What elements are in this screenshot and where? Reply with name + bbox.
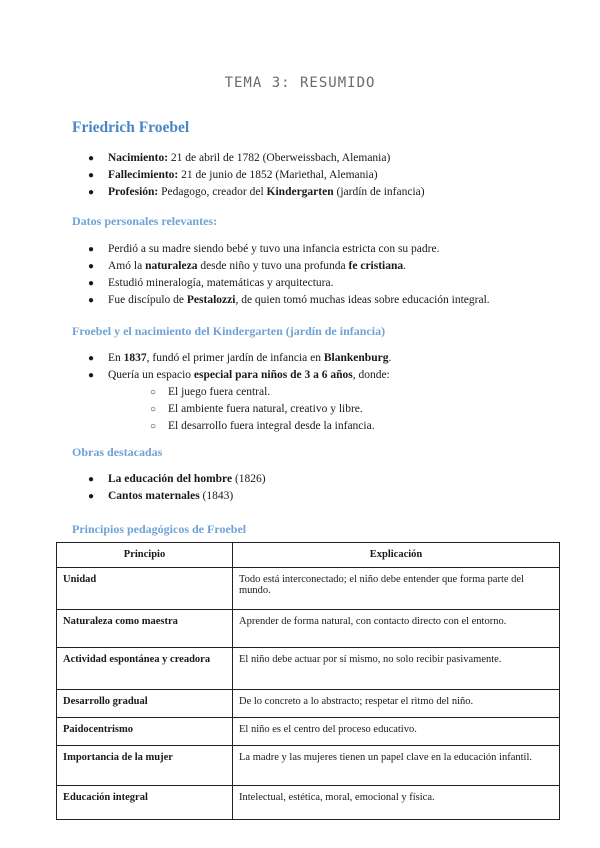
sub-list-item: ○ El desarrollo fuera integral desde la infancia. — [108, 418, 391, 435]
bullet-icon: ● — [88, 370, 95, 381]
principle-name: Naturaleza como maestra — [57, 610, 233, 648]
principle-name: Unidad — [57, 568, 233, 610]
principle-explanation: De lo concreto a lo abstracto; respetar el ritmo del niño. — [233, 690, 560, 718]
table-row — [57, 718, 560, 746]
section-heading-obras: Obras destacadas — [72, 445, 163, 459]
sub-list-item: ○ El ambiente fuera natural, creativo y libre. — [108, 401, 391, 418]
bullet-icon: ● — [88, 244, 95, 255]
section-heading-kindergarten: Froebel y el nacimiento del Kindergarten (jardín de infancia) — [72, 324, 386, 338]
datos-list — [72, 241, 490, 309]
list-item: ● Estudió mineralogía, matemáticas y arquitectura. — [72, 275, 490, 292]
principle-explanation: Intelectual, estética, moral, emocional y física. — [233, 786, 560, 820]
section-heading-principios: Principios pedagógicos de Froebel — [72, 522, 247, 536]
bullet-icon: ● — [88, 474, 95, 485]
bullet-icon: ● — [88, 187, 95, 198]
kindergarten-sublist — [108, 384, 391, 435]
hollow-bullet-icon: ○ — [150, 387, 157, 398]
column-header-principio: Principio — [57, 543, 233, 568]
principle-explanation: La madre y las mujeres tienen un papel clave en la educación infantil. — [233, 746, 560, 786]
sub-list-item: ○ El juego fuera central. — [108, 384, 391, 401]
bullet-icon: ● — [88, 278, 95, 289]
table-row — [57, 648, 560, 690]
table-row — [57, 568, 560, 610]
bullet-icon: ● — [88, 261, 95, 272]
bullet-icon: ● — [88, 295, 95, 306]
list-item: ● Profesión: Pedagogo, creador del Kindergarten (jardín de infancia) — [72, 184, 425, 201]
principle-explanation: El niño debe actuar por sí mismo, no solo recibir pasivamente. — [233, 648, 560, 690]
list-item: ● Amó la naturaleza desde niño y tuvo una profunda fe cristiana. — [72, 258, 490, 275]
table-row — [57, 690, 560, 718]
list-item: ● Nacimiento: 21 de abril de 1782 (Oberweissbach, Alemania) — [72, 150, 425, 167]
bullet-icon: ● — [88, 491, 95, 502]
table-row — [57, 610, 560, 648]
list-item: ● La educación del hombre (1826) — [72, 471, 266, 488]
bullet-icon: ● — [88, 153, 95, 164]
document-title: TEMA 3: RESUMIDO — [224, 75, 376, 91]
principle-explanation: Aprender de forma natural, con contacto directo con el entorno. — [233, 610, 560, 648]
hollow-bullet-icon: ○ — [150, 404, 157, 415]
list-item: ● Cantos maternales (1843) — [72, 488, 266, 505]
principle-name: Desarrollo gradual — [57, 690, 233, 718]
bio-list — [72, 150, 425, 201]
bullet-icon: ● — [88, 353, 95, 364]
table-row — [57, 786, 560, 820]
principle-explanation: El niño es el centro del proceso educativo. — [233, 718, 560, 746]
column-header-explicacion: Explicación — [233, 543, 560, 568]
list-item: ● Perdió a su madre siendo bebé y tuvo una infancia estricta con su padre. — [72, 241, 490, 258]
principle-explanation: Todo está interconectado; el niño debe entender que forma parte del mundo. — [233, 568, 560, 610]
section-heading-datos: Datos personales relevantes: — [72, 214, 218, 228]
list-item: ● Fue discípulo de Pestalozzi, de quien tomó muchas ideas sobre educación integral. — [72, 292, 490, 309]
list-item: ● En 1837, fundó el primer jardín de infancia en Blankenburg. — [72, 350, 391, 367]
person-heading: Friedrich Froebel — [72, 119, 190, 136]
bullet-icon: ● — [88, 170, 95, 181]
principles-table — [56, 542, 560, 820]
kindergarten-list — [72, 350, 391, 435]
principle-name: Paidocentrismo — [57, 718, 233, 746]
obras-list — [72, 471, 266, 505]
principle-name: Educación integral — [57, 786, 233, 820]
principle-name: Importancia de la mujer — [57, 746, 233, 786]
table-row — [57, 746, 560, 786]
hollow-bullet-icon: ○ — [150, 421, 157, 432]
list-item: ● Quería un espacio especial para niños de 3 a 6 años, donde: ○ El juego fuera central. ○ El ambiente fuera natural, creativo y libre. ○ El desarrollo fuera integral desde la infancia. — [72, 367, 391, 435]
principle-name: Actividad espontánea y creadora — [57, 648, 233, 690]
table-header-row — [57, 543, 560, 568]
list-item: ● Fallecimiento: 21 de junio de 1852 (Mariethal, Alemania) — [72, 167, 425, 184]
